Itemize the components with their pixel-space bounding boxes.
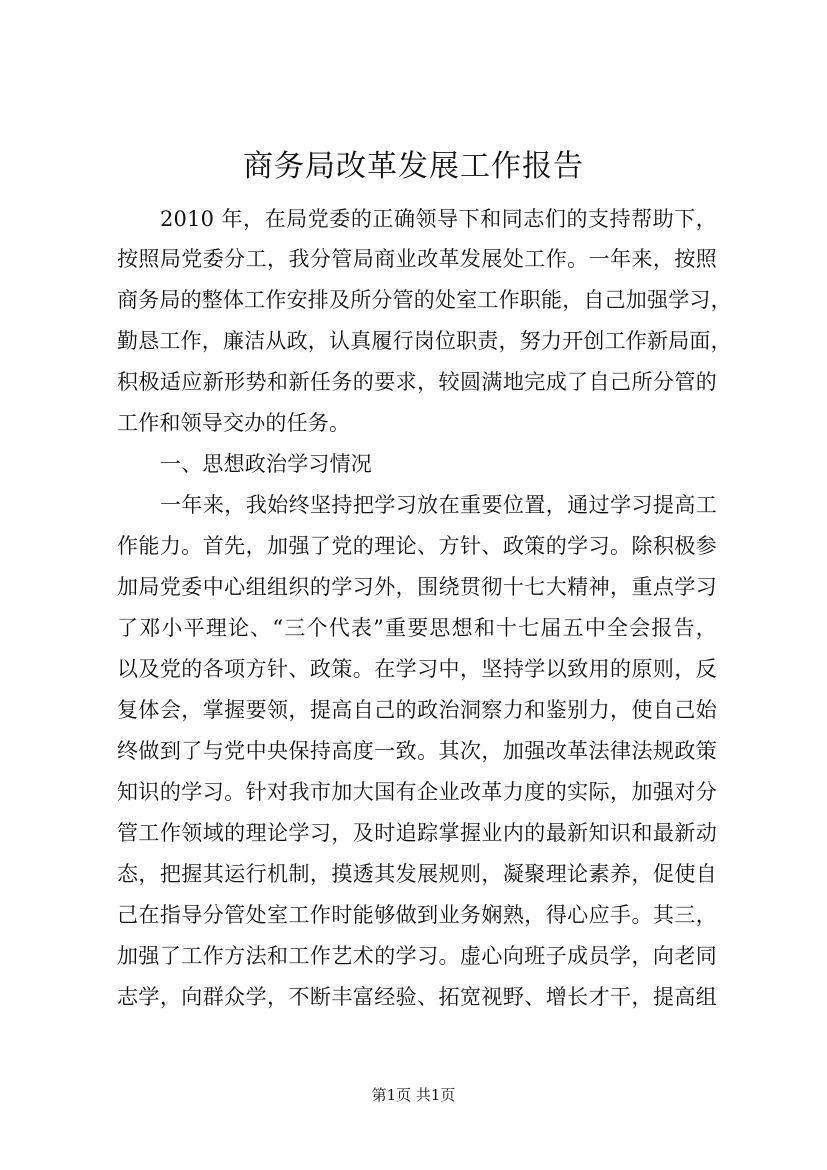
document-title: 商务局改革发展工作报告 bbox=[243, 149, 584, 184]
paragraph-line-19: 加强了工作方法和工作艺术的学习。虚心向班子成员学，向老同 bbox=[117, 944, 717, 968]
paragraph-line-11: 了邓小平理论、“三个代表”重要思想和十七届五中全会报告， bbox=[117, 616, 717, 640]
paragraph-line-9: 作能力。首先，加强了党的理论、方针、政策的学习。除积极参 bbox=[117, 534, 717, 558]
page-footer: 第1页 共1页 bbox=[371, 1086, 456, 1104]
paragraph-line-12: 以及党的各项方针、政策。在学习中，坚持学以致用的原则，反 bbox=[117, 657, 717, 681]
paragraph-line-4: 勤恳工作，廉洁从政，认真履行岗位职责，努力开创工作新局面， bbox=[117, 329, 732, 353]
paragraph-line-15: 知识的学习。针对我市加大国有企业改革力度的实际，加强对分 bbox=[117, 780, 717, 804]
paragraph-line-17: 态，把握其运行机制，摸透其发展规则，凝聚理论素养，促使自 bbox=[117, 862, 717, 886]
paragraph-line-14: 终做到了与党中央保持高度一致。其次，加强改革法律法规政策 bbox=[117, 739, 717, 763]
paragraph-line-20: 志学，向群众学，不断丰富经验、拓宽视野、增长才干，提高组 bbox=[117, 985, 717, 1009]
paragraph-line-18: 己在指导分管处室工作时能够做到业务娴熟，得心应手。其三， bbox=[117, 903, 717, 927]
paragraph-line-16: 管工作领域的理论学习，及时追踪掌握业内的最新知识和最新动 bbox=[117, 821, 717, 845]
paragraph-line-5: 积极适应新形势和新任务的要求，较圆满地完成了自己所分管的 bbox=[117, 370, 717, 394]
paragraph-line-2: 按照局党委分工，我分管局商业改革发展处工作。一年来，按照 bbox=[117, 247, 717, 271]
paragraph-line-13: 复体会，掌握要领，提高自己的政治洞察力和鉴别力，使自己始 bbox=[117, 698, 717, 722]
section-heading: 一、思想政治学习情况 bbox=[160, 452, 372, 476]
paragraph-line-6: 工作和领导交办的任务。 bbox=[117, 411, 351, 435]
paragraph-line-8: 一年来，我始终坚持把学习放在重要位置，通过学习提高工 bbox=[160, 493, 717, 517]
paragraph-line-10: 加局党委中心组组织的学习外，围绕贯彻十七大精神，重点学习 bbox=[117, 575, 717, 599]
paragraph-line-1: 2010 年，在局党委的正确领导下和同志们的支持帮助下， bbox=[160, 207, 717, 231]
paragraph-line-3: 商务局的整体工作安排及所分管的处室工作职能，自己加强学习， bbox=[117, 288, 732, 312]
